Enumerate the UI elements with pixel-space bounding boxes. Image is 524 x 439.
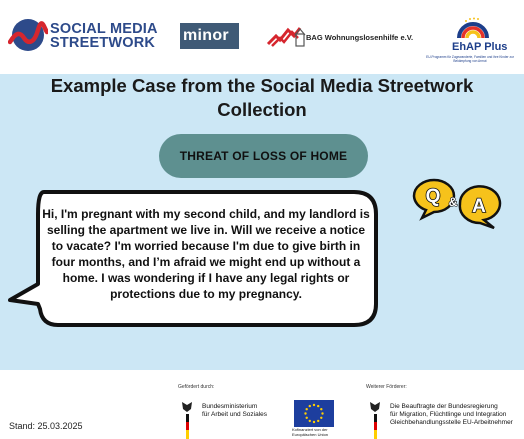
bmas-line-1: Bundesministerium — [202, 403, 258, 410]
bmas-line-2: für Arbeit und Soziales — [202, 411, 268, 418]
header-logo-bar — [0, 0, 524, 74]
sms-line-1: SOCIAL MEDIA — [50, 21, 158, 37]
funded-by-label: Gefördert durch: — [178, 384, 215, 390]
ehap-tagline: EU-Programm für Zugewanderte, Familien und ihre Kinder zur Bekämpfung von Armut — [426, 55, 514, 63]
eu-cofunded-logo — [292, 400, 336, 439]
eu-flag-icon — [294, 400, 334, 427]
sms-line-2: STREETWORK — [50, 35, 156, 51]
footer-funders — [0, 370, 524, 439]
integration-commissioner-text — [390, 403, 513, 427]
bmas-logo — [178, 400, 278, 439]
bag-wohnungslosenhilfe-logo — [266, 24, 414, 50]
social-media-streetwork-wordmark — [50, 22, 158, 50]
commissioner-line-3: Gleichbehandlungsstelle EU-Arbeitnehmer — [390, 419, 513, 426]
commissioner-line-2: für Migration, Flüchtlinge und Integration — [390, 411, 507, 418]
ehap-rainbow-icon — [456, 16, 490, 40]
commissioner-line-1: Die Beauftragte der Bundesregierung — [390, 403, 498, 410]
further-funder-label: Weiterer Förderer: — [366, 384, 407, 390]
bag-house-icon — [266, 24, 306, 50]
stand-date: Stand: 25.03.2025 — [9, 421, 83, 431]
case-message-text: Hi, I'm pregnant with my second child, and my landlord is selling the apartment we live in. Will we receive a notice to vacate? I'm worried because I'm due to give birth in four months, and I’m afraid we might end up without a home. I was wondering if I have any legal rights or protections due to my pregnancy. — [42, 207, 370, 301]
qa-speech-bubbles-icon — [410, 174, 502, 230]
eu-caption: Kofinanziert von der Europäischen Union — [292, 427, 329, 437]
qa-letter-a: A — [472, 196, 486, 217]
integration-commissioner-logo — [366, 400, 522, 439]
qa-ampersand: & — [448, 195, 458, 209]
bmas-text — [202, 403, 267, 419]
bag-logo-text: BAG Wohnungslosenhilfe e.V. — [306, 33, 414, 42]
federal-eagle-icon-2 — [366, 400, 384, 439]
federal-eagle-icon — [178, 400, 196, 439]
ehap-wordmark: EhAP Plus — [452, 41, 508, 53]
minor-logo: minor — [180, 23, 239, 49]
ehap-plus-logo — [422, 16, 518, 68]
social-media-streetwork-mark-icon — [8, 18, 48, 52]
social-media-streetwork-logo — [8, 18, 158, 54]
case-panel — [0, 74, 524, 370]
qa-letter-q: Q — [425, 186, 441, 207]
page-title: Example Case from the Social Media Streetwork Collection — [50, 75, 474, 120]
category-badge: THREAT OF LOSS OF HOME — [159, 134, 368, 178]
